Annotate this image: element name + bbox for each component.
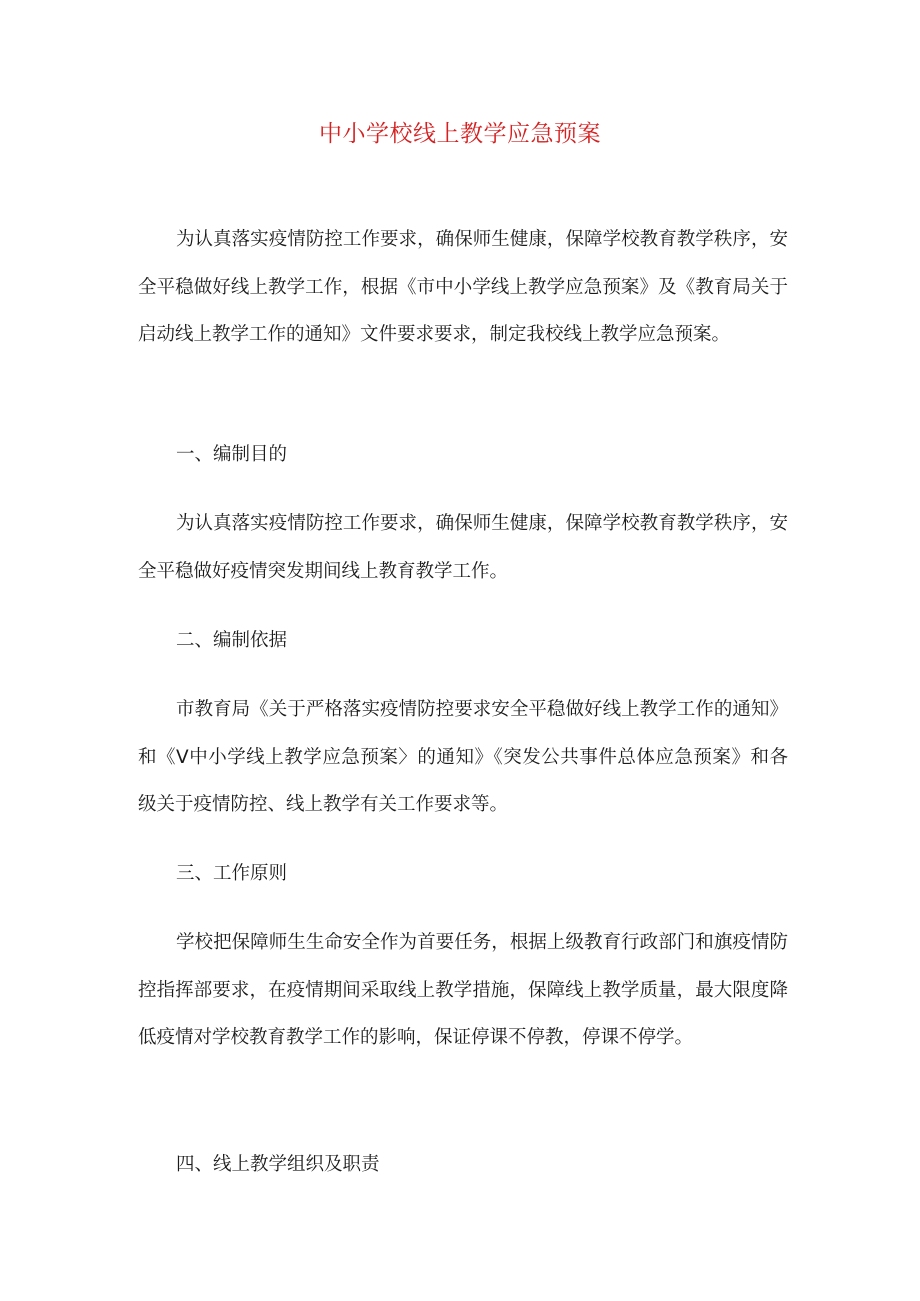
section-heading-purpose: 一、编制目的 [176, 444, 288, 465]
section-body-purpose: 为认真落实疫情防控工作要求，确保师生健康，保障学校教育教学秩序，安全平稳做好疫情突发期间线上教育教学工作。 [138, 513, 788, 582]
section-body-principles: 学校把保障师生生命安全作为首要任务，根据上级教育行政部门和旗疫情防控指挥部要求，在疫情期间采取线上教学措施，保障线上教学质量，最大限度降低疫情对学校教育教学工作的影响，保证停课不停教，停课不停学。 [138, 932, 788, 1048]
document-title: 中小学校线上教学应急预案 [319, 121, 601, 147]
section-heading-principles: 三、工作原则 [176, 863, 288, 884]
section-heading-basis: 二、编制依据 [176, 630, 288, 651]
intro-paragraph: 为认真落实疫情防控工作要求，确保师生健康，保障学校教育教学秩序，安全平稳做好线上教学工作，根据《市中小学线上教学应急预案》及《教育局关于启动线上教学工作的通知》文件要求要求，制定我校线上教学应急预案。 [138, 229, 788, 345]
section-heading-organization: 四、线上教学组织及职责 [176, 1154, 380, 1175]
section-body-basis: 市教育局《关于严格落实疫情防控要求安全平稳做好线上教学工作的通知》和《V中小学线上教学应急预案〉的通知》《突发公共事件总体应急预案》和各级关于疫情防控、线上教学有关工作要求等。 [138, 699, 788, 815]
